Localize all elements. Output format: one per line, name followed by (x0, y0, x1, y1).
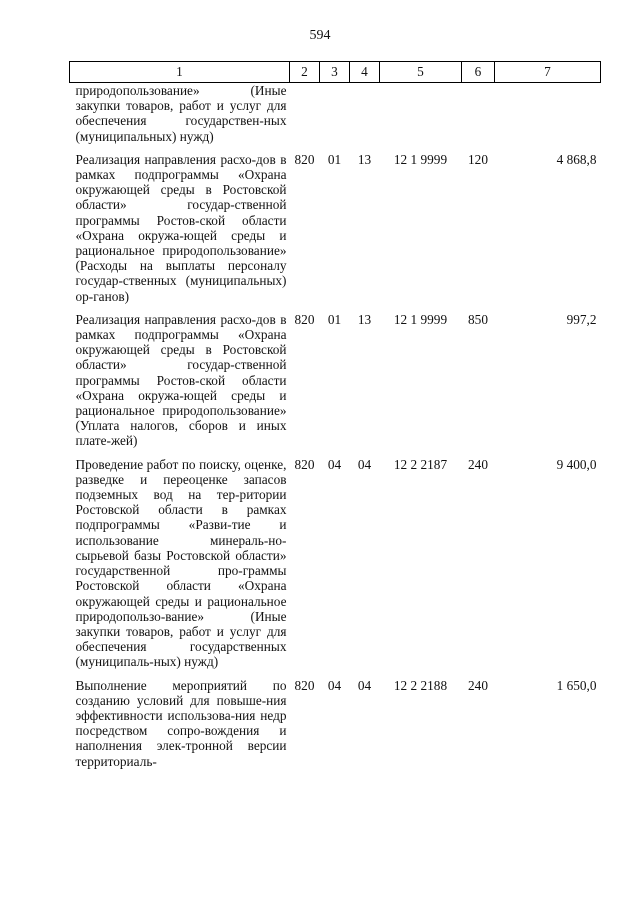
row-amount (495, 83, 601, 152)
table-row (70, 83, 601, 152)
table-body (70, 83, 601, 769)
row-section: 01 (327, 151, 342, 167)
table-row (70, 457, 601, 678)
row-subsection: 13 (357, 311, 372, 327)
row-expense-type: 240 (468, 677, 488, 693)
row-description: Выполнение мероприятий по созданию условий для повыше-ния эффективности использова-ния недр посредством сопро-вождения и наполнения элек-тронной версии территориаль- (75, 677, 287, 769)
row-subsection (350, 83, 380, 152)
row-target: 12 1 9999 (393, 311, 448, 327)
row-description: Реализация направления расхо-дов в рамках подпрограммы «Охрана окружающей среды в Ростовской области» государ-ственной программы Ростов-ской области «Охрана окружа-ющей среды и рациональное природопользование» (Уплата налогов, сборов и иных плате-жей) (75, 311, 287, 449)
row-ministry: 820 (294, 151, 315, 167)
row-expense-type (462, 83, 495, 152)
column-header-5: 5 (380, 62, 462, 83)
row-target: 12 2 2188 (393, 677, 448, 693)
row-expense-type: 850 (468, 311, 488, 327)
row-target: 12 2 2187 (393, 456, 448, 472)
row-amount: 4 868,8 (556, 151, 597, 167)
row-description: природопользование» (Иные закупки товаров, работ и услуг для обеспечения государствен-ных (муниципальных) нужд) (75, 83, 287, 144)
row-expense-type: 240 (468, 456, 488, 472)
table-row (70, 312, 601, 457)
row-ministry: 820 (294, 677, 315, 693)
row-subsection: 13 (357, 151, 372, 167)
table-header (70, 62, 601, 83)
row-amount: 9 400,0 (556, 456, 597, 472)
row-ministry (290, 83, 320, 152)
row-description: Реализация направления расхо-дов в рамках подпрограммы «Охрана окружающей среды в Ростовской области» государ-ственной программы Ростов-ской области «Охрана окружа-ющей среды и рациональное природопользование» (Расходы на выплаты персоналу государ-ственных (муниципальных) ор-ганов) (75, 151, 287, 304)
row-ministry: 820 (294, 311, 315, 327)
row-subsection: 04 (357, 456, 372, 472)
row-target (380, 83, 462, 152)
row-section: 01 (327, 311, 342, 327)
row-section (320, 83, 350, 152)
column-header-2: 2 (290, 62, 320, 83)
column-header-7: 7 (495, 62, 601, 83)
budget-table (69, 61, 601, 769)
row-target: 12 1 9999 (393, 151, 448, 167)
row-ministry: 820 (294, 456, 315, 472)
page-number: 594 (309, 28, 331, 43)
table-row (70, 678, 601, 769)
row-expense-type: 120 (468, 151, 488, 167)
column-header-4: 4 (350, 62, 380, 83)
header-row (70, 62, 601, 83)
column-header-3: 3 (320, 62, 350, 83)
column-header-1: 1 (70, 62, 290, 83)
row-amount: 997,2 (566, 311, 597, 327)
row-amount: 1 650,0 (556, 677, 597, 693)
row-section: 04 (327, 677, 342, 693)
table-row (70, 152, 601, 312)
column-header-6: 6 (462, 62, 495, 83)
row-description: Проведение работ по поиску, оценке, разведке и переоценке запасов подземных вод на тер-ритории Ростовской области в рамках подпрограммы «Разви-тие и использование минераль-но-сырьевой базы Ростовской области» государственной про-граммы Ростовской области «Охрана окружающей среды и рациональное природопользо-вание» (Иные закупки товаров, работ и услуг для обеспечения государственных (муниципаль-ных) нужд) (75, 456, 287, 670)
row-section: 04 (327, 456, 342, 472)
row-subsection: 04 (357, 677, 372, 693)
